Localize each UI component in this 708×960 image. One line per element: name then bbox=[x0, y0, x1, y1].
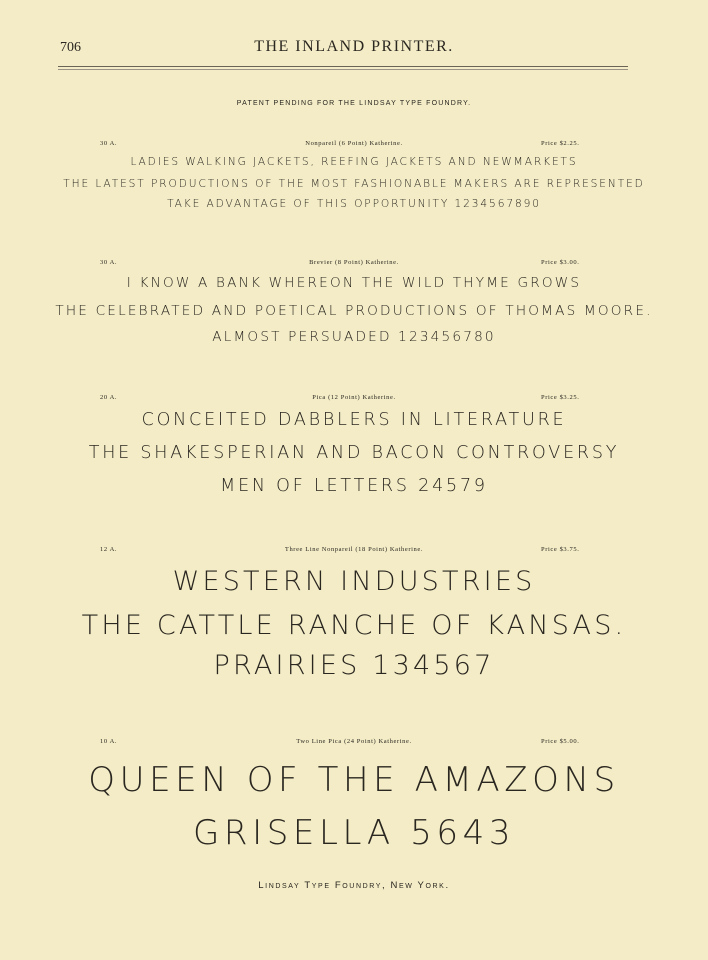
specimen-line: WESTERN INDUSTRIES bbox=[172, 566, 536, 597]
specimen-line: THE LATEST PRODUCTIONS OF THE MOST FASHIONABLE MAKERS ARE REPRESENTED bbox=[63, 178, 645, 190]
specimen-line: PRAIRIES 134567 bbox=[213, 650, 495, 681]
specimen-line: QUEEN OF THE AMAZONS bbox=[88, 760, 620, 800]
font-size-name: Pica (12 Point) Katherine. bbox=[312, 394, 396, 401]
font-quantity: 30 A. bbox=[100, 259, 118, 266]
font-quantity: 30 A. bbox=[100, 140, 118, 147]
font-size-name: Brevier (8 Point) Katherine. bbox=[309, 259, 399, 266]
specimen-line: CONCEITED DABBLERS IN LITERATURE bbox=[141, 410, 567, 430]
header-rule-thin bbox=[58, 69, 628, 70]
running-title: THE INLAND PRINTER. bbox=[254, 38, 454, 55]
specimen-line: MEN OF LETTERS 24579 bbox=[220, 476, 488, 496]
specimen-line: TAKE ADVANTAGE OF THIS OPPORTUNITY 1234567890 bbox=[167, 198, 541, 210]
font-price: Price $5.00. bbox=[541, 738, 580, 745]
specimen-line: THE CELEBRATED AND POETICAL PRODUCTIONS OF THOMAS MOORE. bbox=[55, 303, 653, 319]
specimen-line: I KNOW A BANK WHEREON THE WILD THYME GROWS bbox=[126, 275, 582, 291]
font-quantity: 10 A. bbox=[100, 738, 118, 745]
font-price: Price $3.00. bbox=[541, 259, 580, 266]
specimen-line: THE CATTLE RANCHE OF KANSAS. bbox=[81, 610, 627, 641]
page-number: 706 bbox=[60, 40, 81, 55]
font-size-name: Three Line Nonpareil (18 Point) Katherine. bbox=[284, 546, 424, 553]
header-rule bbox=[58, 66, 628, 67]
specimen-line: LADIES WALKING JACKETS, REEFING JACKETS AND NEWMARKETS bbox=[130, 156, 578, 168]
specimen-line: GRISELLA 5643 bbox=[192, 813, 516, 853]
page-header bbox=[0, 38, 708, 68]
font-price: Price $3.75. bbox=[541, 546, 580, 553]
font-size-name: Two Line Pica (24 Point) Katherine. bbox=[296, 738, 412, 745]
patent-notice: PATENT PENDING FOR THE LINDSAY TYPE FOUNDRY. bbox=[236, 100, 472, 107]
specimen-line: ALMOST PERSUADED 123456780 bbox=[212, 329, 496, 345]
foundry-imprint: Lindsay Type Foundry, New York. bbox=[258, 880, 450, 891]
specimen-line: THE SHAKESPERIAN AND BACON CONTROVERSY bbox=[88, 443, 620, 463]
font-price: Price $2.25. bbox=[541, 140, 580, 147]
font-size-name: Nonpareil (6 Point) Katherine. bbox=[305, 140, 403, 147]
font-quantity: 12 A. bbox=[100, 546, 118, 553]
font-quantity: 20 A. bbox=[100, 394, 118, 401]
font-price: Price $3.25. bbox=[541, 394, 580, 401]
